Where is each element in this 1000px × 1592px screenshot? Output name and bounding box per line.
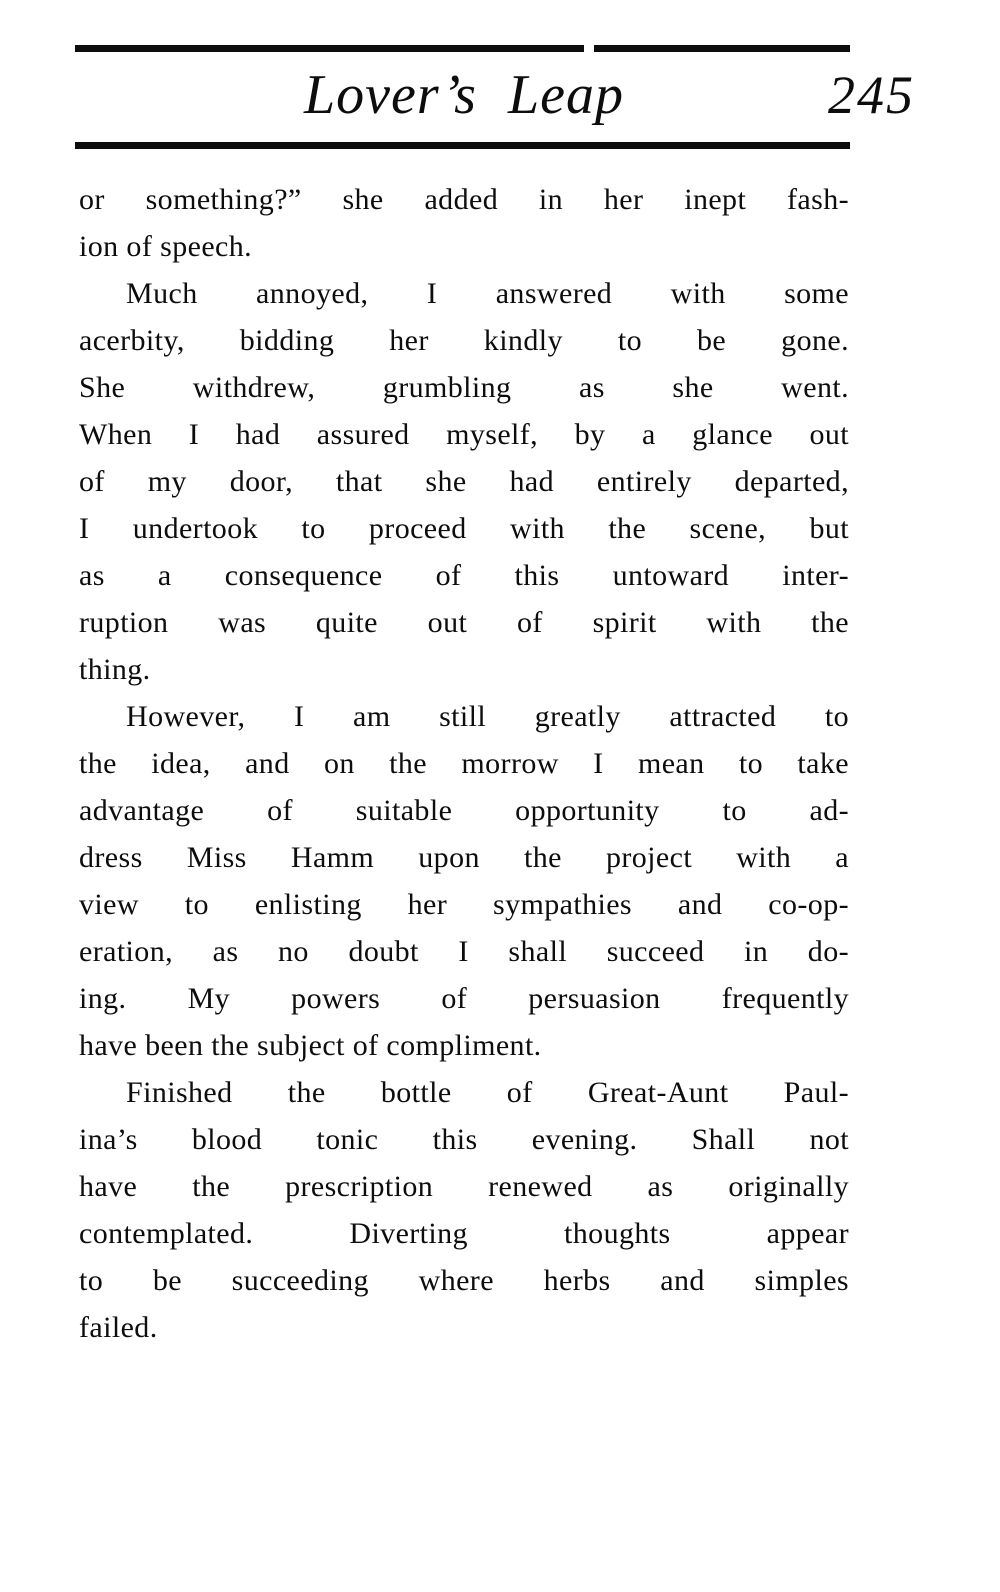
text-line: failed. (79, 1311, 158, 1344)
text-line: When I had assured myself, by a glance out (79, 418, 849, 451)
rule-segment (594, 45, 850, 52)
paragraph (79, 270, 849, 693)
text-line: I undertook to proceed with the scene, but (79, 512, 849, 545)
text-line: However, I am still greatly attracted to (126, 700, 849, 733)
text-line: thing. (79, 653, 151, 686)
text-line: ing. My powers of persuasion frequently (79, 982, 849, 1015)
paragraph (79, 693, 849, 1069)
text-line: advantage of suitable opportunity to ad- (79, 794, 849, 827)
text-line: eration, as no doubt I shall succeed in do- (79, 935, 849, 968)
text-line: as a consequence of this untoward inter- (79, 559, 849, 592)
page-title: Lover’s Leap (304, 64, 624, 126)
paragraph (79, 176, 849, 270)
text-line: ruption was quite out of spirit with the (79, 606, 849, 639)
running-header (78, 60, 915, 135)
page-number: 245 (828, 65, 915, 125)
text-line: view to enlisting her sympathies and co-op- (79, 888, 849, 921)
text-line: ina’s blood tonic this evening. Shall not (79, 1123, 849, 1156)
paragraph (79, 1069, 849, 1351)
text-line: dress Miss Hamm upon the project with a (79, 841, 849, 874)
text-line: have the prescription renewed as originally (79, 1170, 849, 1203)
text-line: the idea, and on the morrow I mean to take (79, 747, 849, 780)
text-line: have been the subject of compliment. (79, 1029, 542, 1062)
rule-gap (584, 45, 594, 52)
text-line: Much annoyed, I answered with some (126, 277, 849, 310)
rule-segment (75, 45, 584, 52)
text-line: She withdrew, grumbling as she went. (79, 371, 849, 404)
text-line: to be succeeding where herbs and simples (79, 1264, 849, 1297)
text-line: contemplated. Diverting thoughts appear (79, 1217, 849, 1250)
text-line: of my door, that she had entirely departed, (79, 465, 849, 498)
text-line: Finished the bottle of Great-Aunt Paul- (126, 1076, 849, 1109)
text-line: ion of speech. (79, 230, 253, 263)
text-line: acerbity, bidding her kindly to be gone. (79, 324, 849, 357)
header-rule-bottom (75, 142, 850, 149)
header-rule-top (75, 45, 850, 52)
body-text (79, 176, 849, 1351)
text-line: or something?” she added in her inept fash- (79, 183, 849, 216)
